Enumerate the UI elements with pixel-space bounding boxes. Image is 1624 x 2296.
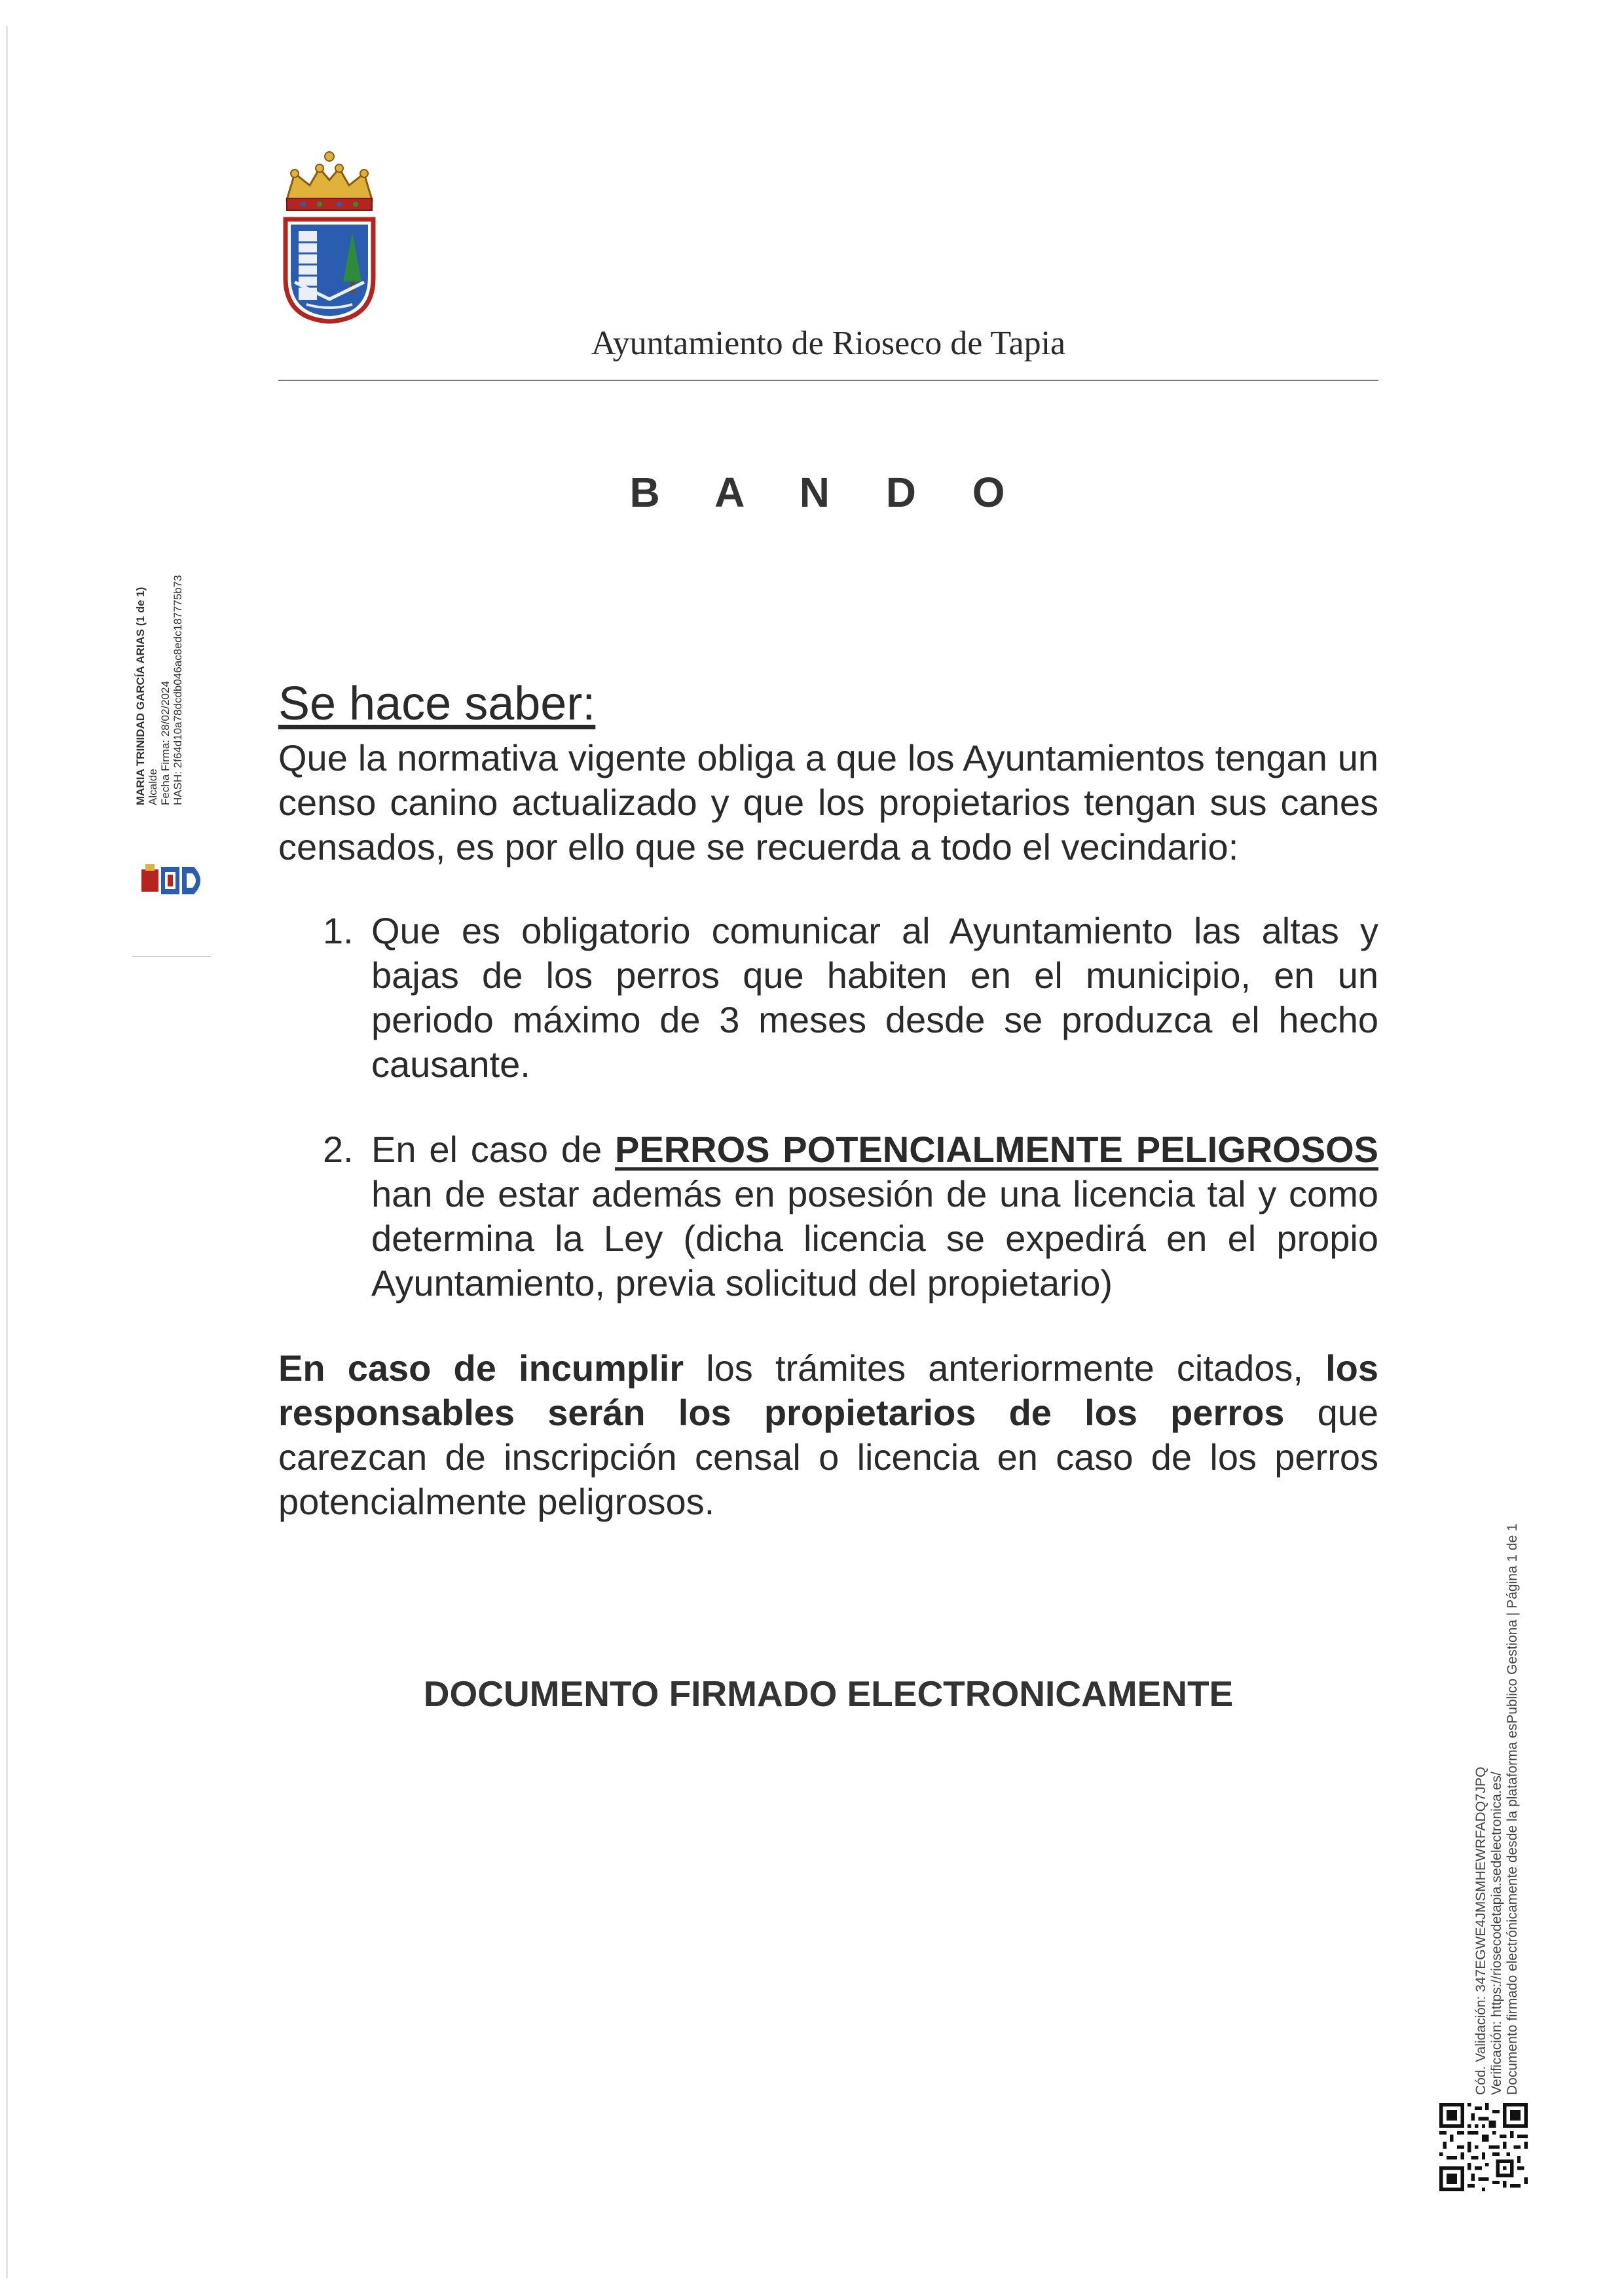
signer-name: MARIA TRINIDAD GARCÍA ARIAS (1 de 1): [134, 587, 147, 805]
dangerous-dogs-emphasis: PERROS POTENCIALMENTE PELIGROSOS: [614, 1129, 1378, 1170]
list-item-text-before: En el caso de: [371, 1129, 615, 1170]
municipal-crest-icon: [280, 147, 378, 324]
validation-code: Cód. Validación: 347EGWE4JMSMHEWRFADQ7JPQ: [1473, 1766, 1488, 2095]
closing-bold-1: En caso de incumplir: [278, 1347, 684, 1389]
list-item-text-after: han de estar además en posesión de una licencia tal y como determina la Ley (dicha licencia se expedirá en el propio Ayuntamiento, previa solicitud del propietario): [371, 1173, 1378, 1303]
list-item: [278, 909, 1378, 1087]
signed-notice: DOCUMENTO FIRMADO ELECTRONICAMENTE: [423, 1673, 1234, 1714]
list-item-number: 2.: [323, 1129, 354, 1170]
list-item-text: Que es obligatorio comunicar al Ayuntamiento las altas y bajas de los perros que habiten en el municipio, en un periodo máximo de 3 meses desde se produzca el hecho causante.: [371, 910, 1378, 1085]
obligations-list: [278, 909, 1378, 1305]
closing-paragraph: [278, 1346, 1378, 1524]
scan-edge-line: [6, 26, 8, 2278]
signer-role: Alcalde: [147, 769, 159, 805]
subheading: Se hace saber:: [278, 678, 596, 730]
verification-block: [1473, 1427, 1549, 2095]
header-divider: [278, 380, 1378, 381]
list-item-number: 1.: [323, 910, 354, 951]
esignature-logo-icon: [139, 858, 211, 903]
signature-date: Fecha Firma: 28/02/2024: [159, 681, 172, 805]
list-item: [278, 1127, 1378, 1305]
signature-divider: [132, 956, 211, 957]
signature-hash: HASH: 2f64d10a78dcdb046ac8edc187775b73: [172, 575, 184, 805]
qr-code-icon[interactable]: [1439, 2103, 1528, 2191]
document-body: [278, 674, 1378, 1524]
platform-notice: Documento firmado electrónicamente desde la plataforma esPublico Gestiona | Página 1 de 1: [1505, 1523, 1520, 2095]
intro-paragraph: Que la normativa vigente obliga a que los Ayuntamientos tengan un censo canino actualizado y que los propietarios tengan sus canes censados, es por ello que se recuerda a todo el vecindario:: [278, 737, 1378, 867]
closing-bold-2: los responsables serán los propietarios de los perros: [278, 1347, 1378, 1433]
signature-stamp: [134, 524, 219, 805]
municipality-title: Ayuntamiento de Rioseco de Tapia: [591, 325, 1066, 362]
document-heading: B A N D O: [629, 469, 1027, 516]
closing-text-2: que carezcan de inscripción censal o licencia en caso de los perros potencialmente peligrosos.: [278, 1392, 1378, 1522]
verification-url[interactable]: Verificación: https://riosecodetapia.sedelectronica.es/: [1489, 1772, 1504, 2095]
closing-text-1: los trámites anteriormente citados,: [684, 1347, 1326, 1389]
